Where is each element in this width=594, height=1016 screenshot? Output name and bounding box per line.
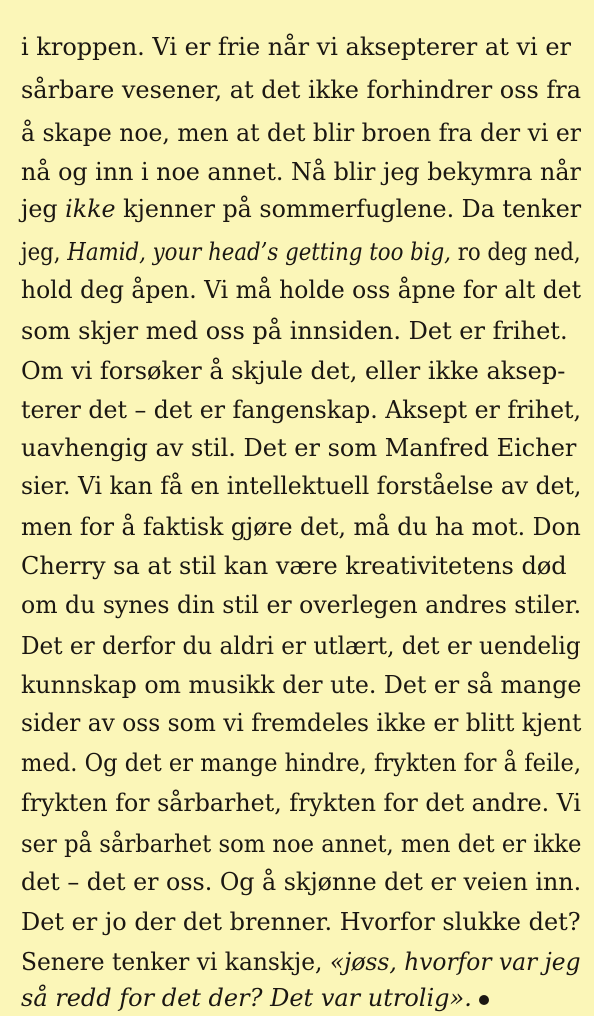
- text-segment: sider av oss som vi fremdeles ikke er blitt kjent: [21, 709, 582, 737]
- text-line: [21, 667, 582, 703]
- text-segment: Senere tenker vi kanskje,: [21, 948, 330, 976]
- text-segment: Det er jo der det brenner. Hvorfor slukke det?: [21, 908, 581, 936]
- text-line: [21, 944, 581, 980]
- text-line: [21, 628, 581, 664]
- text-segment: det – det er oss. Og å skjønne det er veien inn.: [21, 868, 582, 896]
- text-segment: som skjer med oss på innsiden. Det er frihet.: [21, 317, 568, 345]
- text-line: [21, 468, 582, 504]
- text-segment: om du synes din stil er overlegen andres stiler.: [21, 591, 582, 619]
- text-segment: sårbare vesener, at det ikke forhindrer oss fra: [21, 76, 582, 104]
- text-line: [21, 705, 582, 741]
- text-line: [21, 785, 581, 821]
- text-segment: ser på sårbarhet som noe annet, men det er ikke: [21, 830, 582, 858]
- text-line: [21, 115, 582, 151]
- text-segment: jeg: [21, 195, 66, 223]
- text-line: [21, 29, 581, 65]
- text-segment: hold deg åpen. Vi må holde oss åpne for alt det: [21, 276, 581, 304]
- text-line: [21, 904, 580, 940]
- text-segment: kunnskap om musikk der ute. Det er så mange: [21, 671, 582, 699]
- end-mark-icon: [479, 995, 489, 1005]
- text-line: [21, 154, 581, 190]
- text-line: [21, 353, 581, 389]
- text-line: [21, 234, 581, 270]
- italic-text-segment: «jøss, hvorfor var jeg: [329, 948, 581, 976]
- text-segment: kjenner på sommerfuglene. Da tenker: [115, 195, 582, 223]
- text-segment: uavhengig av stil. Det er som Manfred Eicher: [21, 434, 577, 462]
- text-line: [21, 509, 581, 545]
- text-segment: med. Og det er mange hindre, frykten for å feile,: [21, 749, 582, 777]
- text-line: [21, 272, 581, 308]
- text-segment: men for å faktisk gjøre det, må du ha mot. Don: [21, 513, 581, 541]
- text-segment: frykten for sårbarhet, frykten for det andre. Vi: [21, 789, 581, 817]
- text-line: [21, 864, 582, 900]
- text-line: [21, 430, 581, 466]
- text-segment: Det er derfor du aldri er utlært, det er uendelig: [21, 632, 581, 660]
- text-segment: å skape noe, men at det blir broen fra der vi er: [21, 119, 582, 147]
- text-segment: ro deg ned,: [450, 238, 581, 266]
- text-segment: jeg,: [21, 238, 68, 266]
- text-segment: terer det – det er fangenskap. Aksept er frihet,: [21, 396, 581, 424]
- cutoff-text-line: [21, 0, 581, 9]
- text-line: [21, 587, 582, 623]
- text-line: [21, 313, 581, 349]
- text-segment: Om vi forsøker å skjule det, eller ikke aksep-: [21, 357, 566, 385]
- text-line: [21, 980, 581, 1016]
- text-line: [21, 392, 581, 428]
- text-line: [21, 548, 581, 584]
- text-segment: sier. Vi kan få en intellektuell forståelse av det,: [21, 472, 582, 500]
- text-line: [21, 72, 580, 108]
- italic-text-segment: ikke: [65, 195, 116, 223]
- text-line: [21, 826, 582, 862]
- text-line: [21, 191, 582, 227]
- text-segment: nå og inn i noe annet. Nå blir jeg bekymra når: [21, 158, 581, 186]
- text-line: [21, 745, 582, 781]
- text-segment: Cherry sa at stil kan være kreativitetens død: [21, 552, 567, 580]
- italic-text-segment: så redd for det der? Det var utrolig».: [21, 984, 472, 1012]
- text-segment: i kroppen. Vi er frie når vi aksepterer at vi er: [21, 33, 572, 61]
- italic-text-segment: Hamid, your head’s getting too big,: [67, 238, 451, 266]
